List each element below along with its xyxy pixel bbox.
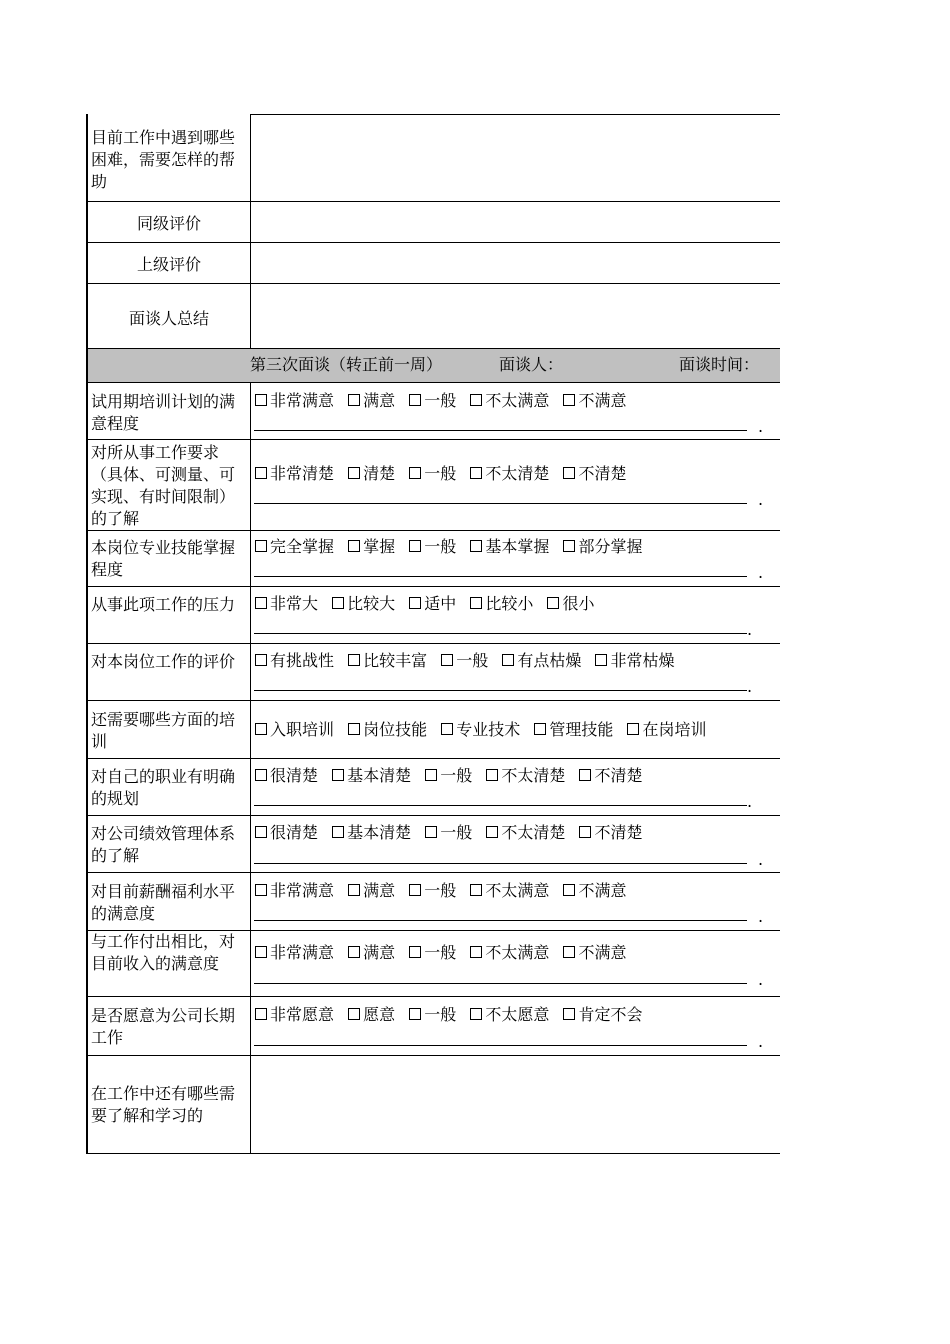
option-checkbox[interactable]: 非常愿意: [255, 1005, 334, 1025]
option-checkbox[interactable]: 比较丰富: [348, 651, 427, 671]
option-checkbox[interactable]: 非常满意: [255, 881, 334, 901]
interviewer-label: 面谈人：: [499, 355, 564, 374]
line-end-period: .: [747, 677, 753, 696]
column-divider: [250, 382, 251, 1154]
checkbox-icon[interactable]: [409, 1008, 421, 1020]
row-label-difficulties: 目前工作中遇到哪些困难，需要怎样的帮助: [91, 128, 236, 191]
answer-underline[interactable]: [254, 863, 747, 864]
row-label-interviewer-summary: 面谈人总结: [128, 309, 209, 328]
question-label: 从事此项工作的压力: [91, 595, 236, 614]
row-label-peer-review: 同级评价: [136, 214, 201, 233]
checkbox-icon[interactable]: [470, 394, 482, 406]
row-border: [86, 643, 780, 644]
answer-underline[interactable]: [254, 983, 747, 984]
row-border: [86, 700, 780, 701]
option-group: [255, 651, 683, 671]
option-checkbox[interactable]: 一般: [409, 464, 456, 484]
option-checkbox[interactable]: 不太满意: [470, 881, 549, 901]
option-group: [255, 943, 635, 963]
option-checkbox[interactable]: 专业技术: [441, 720, 520, 740]
checkbox-icon[interactable]: [563, 394, 575, 406]
option-checkbox[interactable]: 不满意: [563, 943, 626, 963]
row-border: [86, 530, 780, 531]
section-banner: [88, 349, 780, 382]
checkbox-icon[interactable]: [255, 826, 267, 838]
checkbox-icon[interactable]: [348, 946, 360, 958]
line-end-period: .: [758, 417, 764, 436]
checkbox-icon[interactable]: [332, 597, 344, 609]
checkbox-icon[interactable]: [409, 467, 421, 479]
row-border: [86, 1055, 780, 1056]
checkbox-icon[interactable]: [470, 884, 482, 896]
option-group: [255, 537, 651, 557]
answer-underline[interactable]: [254, 633, 747, 634]
option-group: [255, 720, 715, 740]
question-label: 对所从事工作要求（具体、可测量、可实现、有时间限制）的了解: [91, 443, 236, 528]
question-label: 对自己的职业有明确的规划: [91, 767, 236, 808]
answer-underline[interactable]: [254, 690, 747, 691]
line-end-period: .: [747, 620, 753, 639]
option-checkbox[interactable]: 一般: [409, 537, 456, 557]
option-checkbox[interactable]: 一般: [425, 766, 472, 786]
row-border: [86, 872, 780, 873]
option-group: [255, 1005, 651, 1025]
checkbox-icon[interactable]: [579, 769, 591, 781]
row-label-learning-needs: 在工作中还有哪些需要了解和学习的: [91, 1084, 236, 1125]
checkbox-icon[interactable]: [255, 597, 267, 609]
option-checkbox[interactable]: 基本清楚: [332, 823, 411, 843]
option-checkbox[interactable]: 不太清楚: [470, 464, 549, 484]
checkbox-icon[interactable]: [563, 884, 575, 896]
checkbox-icon[interactable]: [255, 540, 267, 552]
checkbox-icon[interactable]: [563, 467, 575, 479]
option-checkbox[interactable]: 有挑战性: [255, 651, 334, 671]
checkbox-icon[interactable]: [409, 540, 421, 552]
checkbox-icon[interactable]: [627, 723, 639, 735]
option-checkbox[interactable]: 在岗培训: [627, 720, 706, 740]
option-checkbox[interactable]: 非常满意: [255, 391, 334, 411]
option-checkbox[interactable]: 一般: [409, 943, 456, 963]
option-checkbox[interactable]: 愿意: [348, 1005, 395, 1025]
checkbox-icon[interactable]: [486, 769, 498, 781]
checkbox-icon[interactable]: [255, 394, 267, 406]
option-checkbox[interactable]: 非常清楚: [255, 464, 334, 484]
checkbox-icon[interactable]: [348, 654, 360, 666]
checkbox-icon[interactable]: [255, 946, 267, 958]
checkbox-icon[interactable]: [441, 654, 453, 666]
option-checkbox[interactable]: 非常大: [255, 594, 318, 614]
option-checkbox[interactable]: 管理技能: [534, 720, 613, 740]
question-label: 对本岗位工作的评价: [91, 652, 236, 671]
checkbox-icon[interactable]: [470, 467, 482, 479]
row-label-superior-review: 上级评价: [136, 255, 201, 274]
line-end-period: .: [758, 850, 764, 869]
option-checkbox[interactable]: 不太满意: [470, 943, 549, 963]
question-label: 试用期培训计划的满意程度: [91, 392, 236, 433]
checkbox-icon[interactable]: [595, 654, 607, 666]
line-end-period: .: [758, 490, 764, 509]
checkbox-icon[interactable]: [547, 597, 559, 609]
option-checkbox[interactable]: 岗位技能: [348, 720, 427, 740]
option-checkbox[interactable]: 基本掌握: [470, 537, 549, 557]
row-border: [86, 283, 780, 284]
checkbox-icon[interactable]: [425, 826, 437, 838]
option-group: [255, 881, 635, 901]
checkbox-icon[interactable]: [255, 467, 267, 479]
option-checkbox[interactable]: 部分掌握: [563, 537, 642, 557]
row-border: [86, 382, 780, 383]
option-checkbox[interactable]: 非常满意: [255, 943, 334, 963]
checkbox-icon[interactable]: [579, 826, 591, 838]
option-checkbox[interactable]: 一般: [409, 391, 456, 411]
option-checkbox[interactable]: 很小: [547, 594, 594, 614]
line-end-period: .: [758, 1032, 764, 1051]
checkbox-icon[interactable]: [348, 540, 360, 552]
option-checkbox[interactable]: 满意: [348, 391, 395, 411]
checkbox-icon[interactable]: [563, 540, 575, 552]
option-checkbox[interactable]: 掌握: [348, 537, 395, 557]
option-checkbox[interactable]: 不清楚: [579, 823, 642, 843]
answer-underline[interactable]: [254, 430, 747, 431]
option-checkbox[interactable]: 比较大: [332, 594, 395, 614]
option-checkbox[interactable]: 一般: [441, 651, 488, 671]
row-border: [86, 242, 780, 243]
checkbox-icon[interactable]: [563, 946, 575, 958]
option-group: [255, 823, 651, 843]
option-checkbox[interactable]: 一般: [409, 1005, 456, 1025]
row-border: [86, 758, 780, 759]
option-group: [255, 594, 603, 614]
row-border: [86, 996, 780, 997]
checkbox-icon[interactable]: [255, 1008, 267, 1020]
checkbox-icon[interactable]: [534, 723, 546, 735]
option-group: [255, 464, 635, 484]
option-group: [255, 766, 651, 786]
row-border: [86, 439, 780, 440]
row-border: [86, 586, 780, 587]
option-checkbox[interactable]: 比较小: [470, 594, 533, 614]
option-checkbox[interactable]: 很清楚: [255, 823, 318, 843]
option-checkbox[interactable]: 很清楚: [255, 766, 318, 786]
checkbox-icon[interactable]: [563, 1008, 575, 1020]
option-checkbox[interactable]: 不满意: [563, 881, 626, 901]
checkbox-icon[interactable]: [348, 394, 360, 406]
question-label: 对目前薪酬福利水平的满意度: [91, 882, 236, 923]
row-border: [86, 815, 780, 816]
checkbox-icon[interactable]: [409, 884, 421, 896]
option-checkbox[interactable]: 一般: [409, 881, 456, 901]
checkbox-icon[interactable]: [441, 723, 453, 735]
option-checkbox[interactable]: 满意: [348, 943, 395, 963]
checkbox-icon[interactable]: [348, 884, 360, 896]
question-label: 是否愿意为公司长期工作: [91, 1006, 236, 1047]
line-end-period: .: [758, 563, 764, 582]
option-checkbox[interactable]: 不太清楚: [486, 766, 565, 786]
answer-underline[interactable]: [254, 920, 747, 921]
option-checkbox[interactable]: 不满意: [563, 391, 626, 411]
line-end-period: .: [758, 907, 764, 926]
checkbox-icon[interactable]: [348, 723, 360, 735]
option-checkbox[interactable]: 有点枯燥: [502, 651, 581, 671]
option-checkbox[interactable]: 肯定不会: [563, 1005, 642, 1025]
checkbox-icon[interactable]: [425, 769, 437, 781]
row-border: [86, 201, 780, 202]
row-border: [86, 1153, 780, 1154]
checkbox-icon[interactable]: [486, 826, 498, 838]
checkbox-icon[interactable]: [348, 1008, 360, 1020]
checkbox-icon[interactable]: [409, 597, 421, 609]
option-checkbox[interactable]: 一般: [425, 823, 472, 843]
checkbox-icon[interactable]: [409, 394, 421, 406]
checkbox-icon[interactable]: [470, 1008, 482, 1020]
checkbox-icon[interactable]: [255, 884, 267, 896]
option-checkbox[interactable]: 基本清楚: [332, 766, 411, 786]
option-checkbox[interactable]: 清楚: [348, 464, 395, 484]
checkbox-icon[interactable]: [332, 826, 344, 838]
checkbox-icon[interactable]: [255, 654, 267, 666]
checkbox-icon[interactable]: [255, 769, 267, 781]
option-checkbox[interactable]: 不清楚: [579, 766, 642, 786]
interview-time-label: 面谈时间：: [679, 355, 760, 374]
option-checkbox[interactable]: 入职培训: [255, 720, 334, 740]
question-label: 本岗位专业技能掌握程度: [91, 538, 236, 579]
answer-underline[interactable]: [254, 805, 747, 806]
checkbox-icon[interactable]: [470, 946, 482, 958]
section-title: 第三次面谈（转正前一周）: [250, 355, 443, 374]
checkbox-icon[interactable]: [332, 769, 344, 781]
checkbox-icon[interactable]: [470, 540, 482, 552]
answer-underline[interactable]: [254, 576, 747, 577]
option-group: [255, 391, 635, 411]
option-checkbox[interactable]: 不太满意: [470, 391, 549, 411]
option-checkbox[interactable]: 适中: [409, 594, 456, 614]
line-end-period: .: [747, 792, 753, 811]
row-border: [250, 114, 780, 115]
option-checkbox[interactable]: 不太愿意: [470, 1005, 549, 1025]
checkbox-icon[interactable]: [470, 597, 482, 609]
option-checkbox[interactable]: 满意: [348, 881, 395, 901]
option-checkbox[interactable]: 不清楚: [563, 464, 626, 484]
checkbox-icon[interactable]: [348, 467, 360, 479]
checkbox-icon[interactable]: [502, 654, 514, 666]
line-end-period: .: [758, 970, 764, 989]
question-label: 还需要哪些方面的培训: [91, 710, 236, 751]
question-label: 与工作付出相比，对目前收入的满意度: [91, 932, 236, 973]
option-checkbox[interactable]: 完全掌握: [255, 537, 334, 557]
question-label: 对公司绩效管理体系的了解: [91, 824, 236, 865]
option-checkbox[interactable]: 不太清楚: [486, 823, 565, 843]
column-divider: [250, 114, 251, 349]
answer-underline[interactable]: [254, 1045, 747, 1046]
option-checkbox[interactable]: 非常枯燥: [595, 651, 674, 671]
checkbox-icon[interactable]: [409, 946, 421, 958]
checkbox-icon[interactable]: [255, 723, 267, 735]
answer-underline[interactable]: [254, 503, 747, 504]
